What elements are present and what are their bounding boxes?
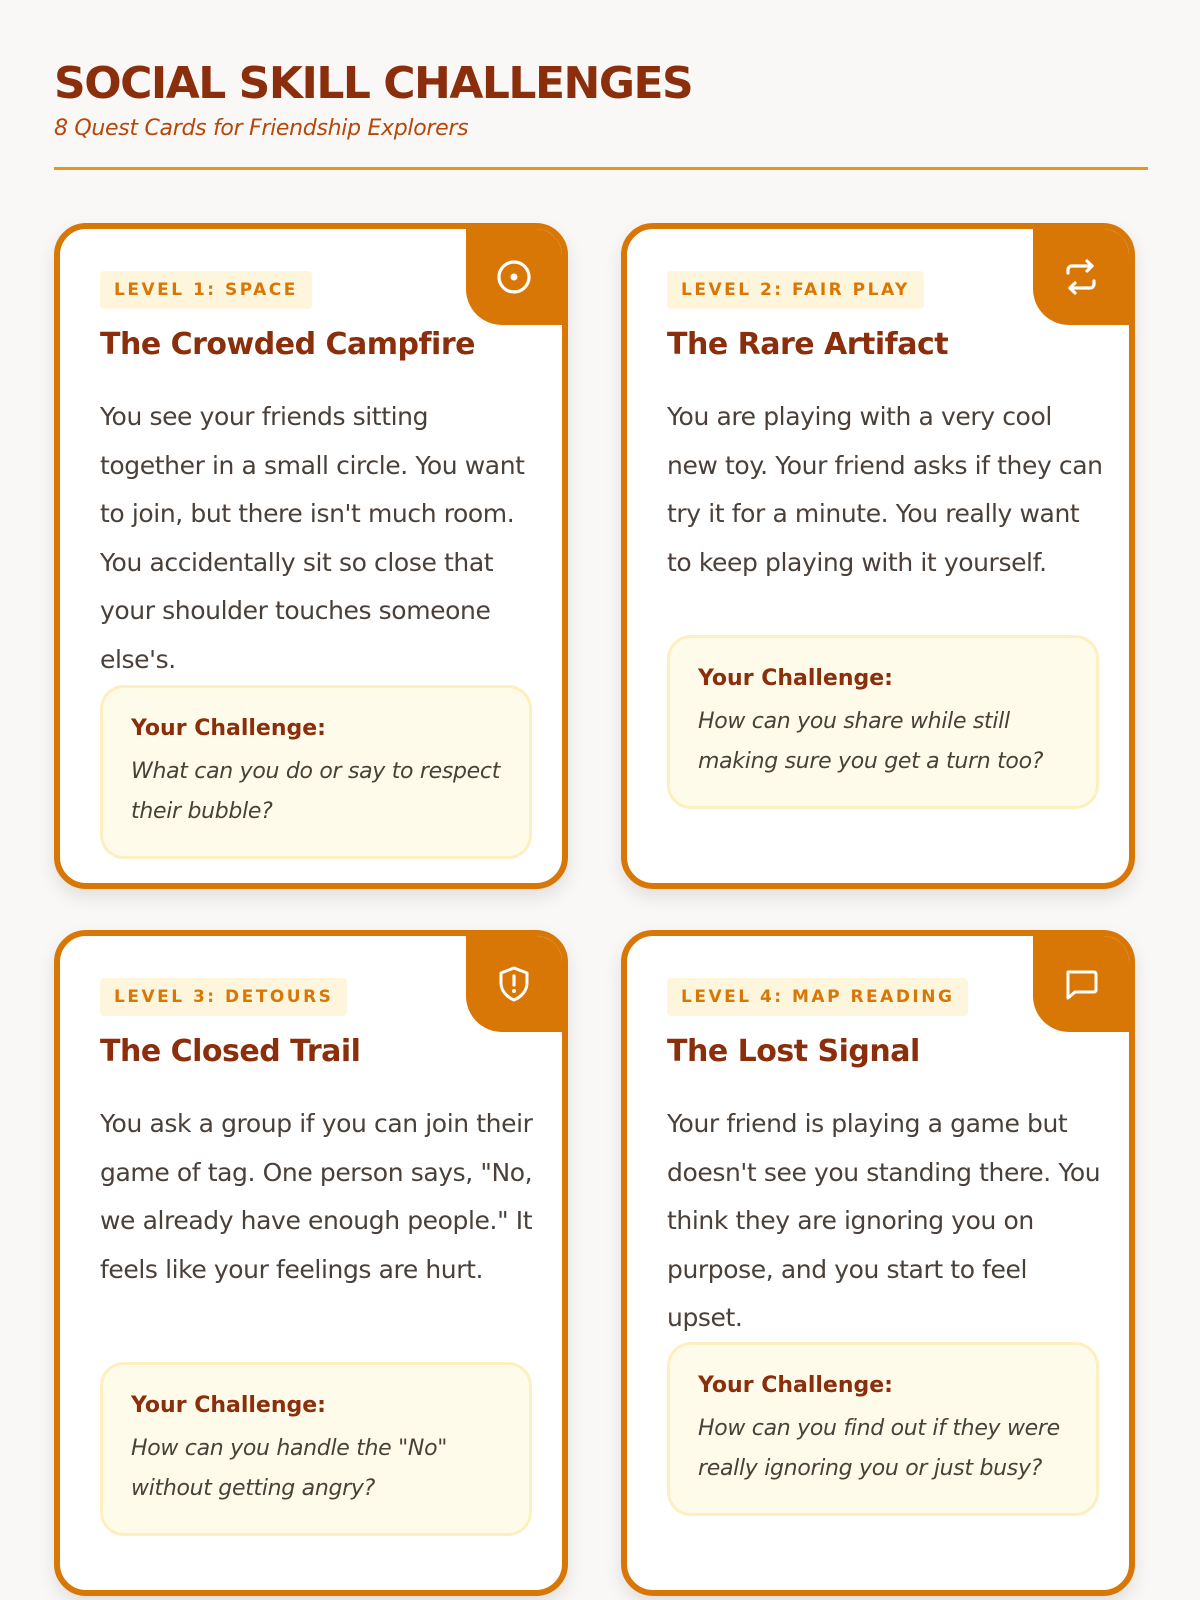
target-icon <box>494 257 534 297</box>
level-badge: LEVEL 1: SPACE <box>100 271 312 309</box>
challenge-box <box>667 635 1099 809</box>
chat-bubble-icon <box>1061 964 1101 1004</box>
quest-card-4 <box>621 930 1135 1596</box>
card-description: Your friend is playing a game but doesn't see you standing there. You think they are ignoring you on purpose, and you start to feel upset. <box>667 1109 1101 1332</box>
card-corner-tab <box>1033 936 1129 1032</box>
card-title: The Rare Artifact <box>667 327 949 362</box>
challenge-question: How can you handle the "No" without getting angry? <box>131 1436 448 1501</box>
card-description: You see your friends sitting together in a small circle. You want to join, but there isn't much room. You accidentally sit so close that your shoulder touches someone else's. <box>100 402 525 674</box>
challenge-box <box>100 685 532 859</box>
card-description: You are playing with a very cool new toy. Your friend asks if they can try it for a minute. You really want to keep playing with it yourself. <box>667 402 1103 577</box>
swap-arrows-icon <box>1061 257 1101 297</box>
page-subtitle: 8 Quest Cards for Friendship Explorers <box>54 116 469 141</box>
quest-card-3 <box>54 930 568 1596</box>
card-corner-tab <box>1033 229 1129 325</box>
card-title: The Crowded Campfire <box>100 327 475 362</box>
challenge-box <box>667 1342 1099 1516</box>
header-divider <box>54 167 1148 170</box>
challenge-label: Your Challenge: <box>131 716 326 741</box>
challenge-question: How can you find out if they were really ignoring you or just busy? <box>698 1416 1060 1481</box>
page-header <box>54 56 1148 141</box>
level-badge: LEVEL 3: DETOURS <box>100 978 347 1016</box>
level-badge: LEVEL 4: MAP READING <box>667 978 968 1016</box>
challenge-question: How can you share while still making sure you get a turn too? <box>698 709 1044 774</box>
quest-card-2 <box>621 223 1135 889</box>
challenge-label: Your Challenge: <box>698 1373 893 1398</box>
quest-card-1 <box>54 223 568 889</box>
card-title: The Closed Trail <box>100 1034 361 1069</box>
shield-alert-icon <box>494 964 534 1004</box>
card-corner-tab <box>466 936 562 1032</box>
card-description: You ask a group if you can join their game of tag. One person says, "No, we already have enough people." It feels like your feelings are hurt. <box>100 1109 533 1284</box>
level-badge: LEVEL 2: FAIR PLAY <box>667 271 924 309</box>
challenge-question: What can you do or say to respect their bubble? <box>131 759 501 824</box>
challenge-label: Your Challenge: <box>131 1393 326 1418</box>
challenge-label: Your Challenge: <box>698 666 893 691</box>
card-corner-tab <box>466 229 562 325</box>
challenge-box <box>100 1362 532 1536</box>
page-title: SOCIAL SKILL CHALLENGES <box>54 58 693 109</box>
card-title: The Lost Signal <box>667 1034 920 1069</box>
